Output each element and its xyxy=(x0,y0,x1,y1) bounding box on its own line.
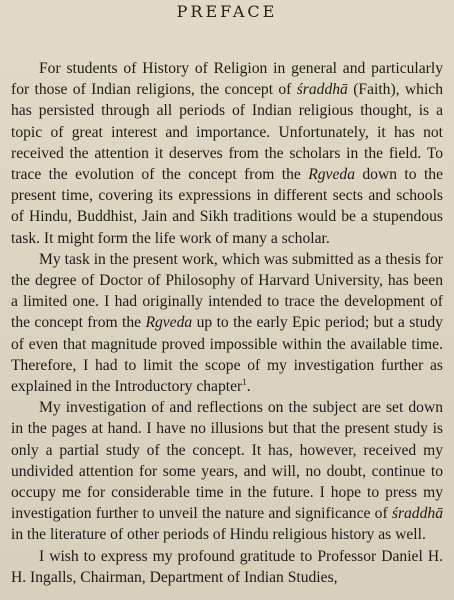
footnote-marker: 1 xyxy=(242,376,247,387)
paragraph-1-text-c: down to the present time, covering its expressions in different sects and schools of Hindu, Buddhist, Jain and Sikh traditions would be a stupendous task. It might form the life work of many a scholar. xyxy=(11,166,443,247)
paragraph-3-text-a: My investigation of and reflections on the subject are set down in the pages at hand. I have no illusions but that the present study is only a partial study of the concept. It has, however, received my undivided attention for some years, and will, no doubt, continue to occupy me for considerable time in the future. I hope to press my investigation further to unveil the nature and significance of xyxy=(11,399,443,523)
paragraph-2-text-a: My task in the present work, which was submitted as a thesis for the degree of Doctor of Philosophy of Harvard University, has been a limited one. I had originally intended to trace the development of the concept from the xyxy=(11,250,443,332)
paragraph-2-text-b: up to the early Epic period; but a study of even that magnitude proved impossible within the available time. Therefore, I had to limit the scope of my investigation further as explained in the Introductory chapter xyxy=(11,314,443,396)
paragraph-3 xyxy=(11,397,443,545)
paragraph-1-text-a: For students of History of Religion in general and particularly for those of Indian religions, the concept of xyxy=(11,60,443,99)
paragraph-3-text-b: in the literature of other periods of Hindu religious history as well. xyxy=(11,526,426,544)
paragraph-4-text-a: I wish to express my profound gratitude to Professor Daniel H. H. Ingalls, Chairman, Department of Indian Studies, xyxy=(11,547,443,586)
paragraph-3-term-sraddha: śraddhā xyxy=(391,505,443,523)
paragraph-2-text-c: . xyxy=(246,378,251,396)
paragraph-1-term-sraddha: śraddhā xyxy=(296,81,348,99)
paragraph-1-text-b: (Faith), which has persisted through all periods of Indian religious thought, is a topic of great interest and importance. Unfortunately, it has not received the attention it deserves from the scholars in the field. To trace the evolution of the concept from the xyxy=(11,81,444,184)
preface-body xyxy=(11,58,443,588)
paragraph-2 xyxy=(11,249,443,397)
paragraph-2-term-rgveda: Rgveda xyxy=(145,314,193,332)
paragraph-1-term-rgveda: Rgveda xyxy=(308,166,355,184)
paragraph-1 xyxy=(11,58,443,249)
page-heading: PREFACE xyxy=(176,2,278,21)
paragraph-4 xyxy=(11,546,443,588)
